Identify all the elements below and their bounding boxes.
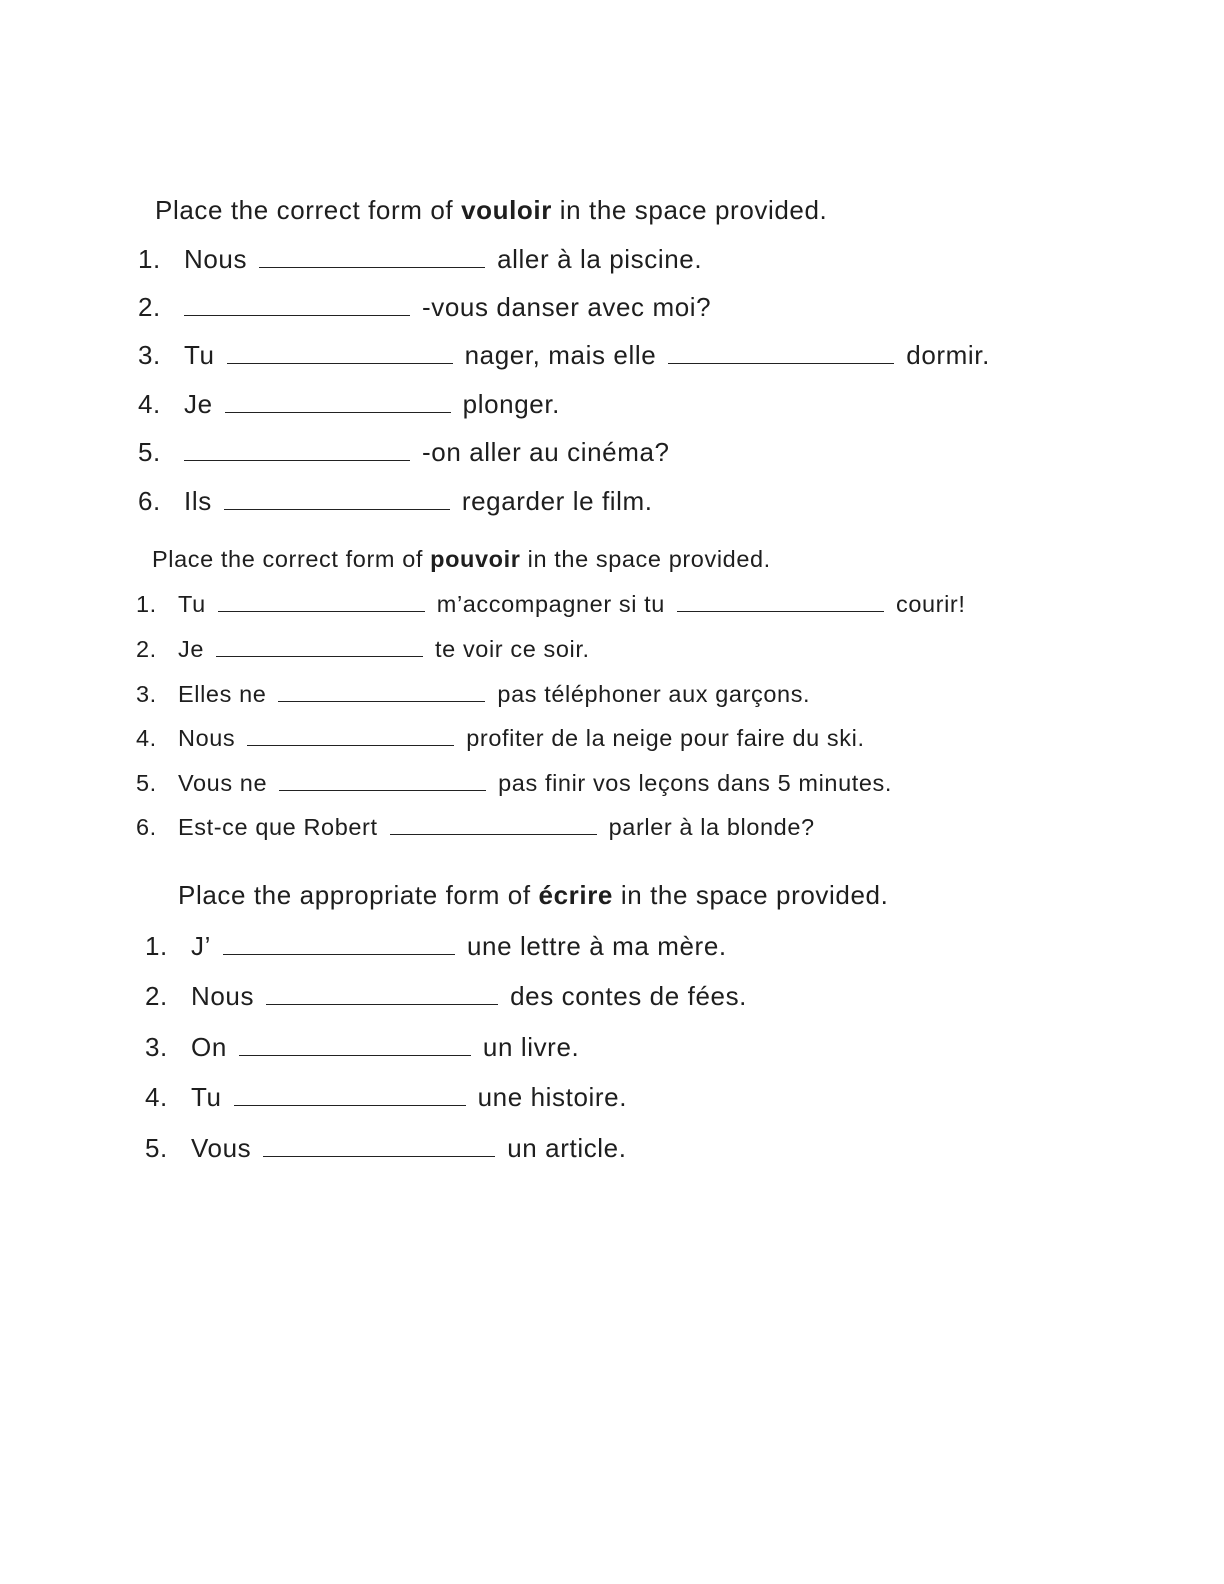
answer-blank[interactable] <box>390 833 597 835</box>
exercise-item <box>138 437 670 468</box>
item-text: plonger. <box>462 389 560 419</box>
item-text: -vous danser avec moi? <box>422 292 712 322</box>
item-text: Nous <box>178 725 236 751</box>
item-text: Je <box>178 636 205 662</box>
item-text: Vous ne <box>178 770 268 796</box>
exercise-item <box>145 1133 627 1164</box>
item-number: 6. <box>136 814 157 840</box>
exercise-item <box>136 591 965 618</box>
item-number: 4. <box>145 1082 168 1112</box>
item-text: Ils <box>184 486 212 516</box>
item-text: parler à la blonde? <box>608 814 815 840</box>
item-number: 3. <box>138 340 161 370</box>
exercise-item <box>138 389 560 420</box>
exercise-item <box>138 486 653 517</box>
exercise-item <box>145 931 727 962</box>
exercise-item <box>145 981 747 1012</box>
exercise-item <box>145 1032 579 1063</box>
verb: vouloir <box>461 195 552 225</box>
verb: écrire <box>538 880 613 910</box>
item-text: pas finir vos leçons dans 5 minutes. <box>498 770 893 796</box>
item-text: Je <box>184 389 213 419</box>
item-number: 2. <box>138 292 161 322</box>
item-number: 6. <box>138 486 161 516</box>
item-number: 1. <box>136 591 157 617</box>
answer-blank[interactable] <box>247 744 454 746</box>
exercise-item <box>136 681 810 708</box>
item-text: nager, mais elle <box>464 340 657 370</box>
answer-blank[interactable] <box>259 266 485 268</box>
answer-blank[interactable] <box>216 655 423 657</box>
instruction-text: in the space provided. <box>620 880 889 910</box>
exercise-item <box>138 340 990 371</box>
item-text: Elles ne <box>178 681 267 707</box>
item-text: un article. <box>507 1133 627 1163</box>
item-number: 1. <box>145 931 168 961</box>
item-text: aller à la piscine. <box>497 244 703 274</box>
item-number: 4. <box>138 389 161 419</box>
item-number: 3. <box>145 1032 168 1062</box>
item-number: 1. <box>138 244 161 274</box>
instruction-text: Place the correct form of <box>155 195 454 225</box>
answer-blank[interactable] <box>234 1104 466 1106</box>
item-text: pas téléphoner aux garçons. <box>497 681 811 707</box>
item-text: un livre. <box>482 1032 580 1062</box>
item-text: Tu <box>178 591 206 617</box>
exercise-item <box>136 636 590 663</box>
section-instruction <box>152 546 771 573</box>
item-number: 3. <box>136 681 157 707</box>
answer-blank[interactable] <box>223 953 455 955</box>
item-text: J’ <box>191 931 211 961</box>
item-text: te voir ce soir. <box>435 636 590 662</box>
item-number: 2. <box>145 981 168 1011</box>
answer-blank[interactable] <box>279 789 486 791</box>
item-text: m’accompagner si tu <box>436 591 665 617</box>
exercise-item <box>136 814 815 841</box>
instruction-text: Place the correct form of <box>152 546 423 572</box>
item-text: Vous <box>191 1133 252 1163</box>
answer-blank[interactable] <box>218 610 425 612</box>
item-number: 5. <box>136 770 157 796</box>
section-instruction <box>178 880 888 911</box>
item-text: regarder le film. <box>461 486 653 516</box>
answer-blank[interactable] <box>224 508 450 510</box>
item-number: 4. <box>136 725 157 751</box>
item-text: Nous <box>191 981 255 1011</box>
item-text: profiter de la neige pour faire du ski. <box>466 725 865 751</box>
instruction-text: in the space provided. <box>527 546 771 572</box>
instruction-text: in the space provided. <box>559 195 828 225</box>
item-text: -on aller au cinéma? <box>422 437 670 467</box>
answer-blank[interactable] <box>225 411 451 413</box>
item-text: des contes de fées. <box>510 981 747 1011</box>
item-text: courir! <box>895 591 966 617</box>
item-text: Est-ce que Robert <box>178 814 378 840</box>
item-number: 5. <box>145 1133 168 1163</box>
answer-blank[interactable] <box>677 610 884 612</box>
item-text: une histoire. <box>477 1082 628 1112</box>
section-instruction <box>155 195 827 226</box>
item-text: Nous <box>184 244 248 274</box>
answer-blank[interactable] <box>184 314 410 316</box>
exercise-item <box>136 770 892 797</box>
answer-blank[interactable] <box>266 1003 498 1005</box>
item-number: 2. <box>136 636 157 662</box>
exercise-item <box>136 725 865 752</box>
item-text: une lettre à ma mère. <box>466 931 727 961</box>
instruction-text: Place the appropriate form of <box>178 880 531 910</box>
answer-blank[interactable] <box>239 1054 471 1056</box>
item-number: 5. <box>138 437 161 467</box>
answer-blank[interactable] <box>263 1155 495 1157</box>
item-text: dormir. <box>906 340 990 370</box>
item-text: Tu <box>184 340 215 370</box>
answer-blank[interactable] <box>668 362 894 364</box>
answer-blank[interactable] <box>227 362 453 364</box>
item-text: On <box>191 1032 227 1062</box>
exercise-item <box>145 1082 627 1113</box>
exercise-item <box>138 244 702 275</box>
verb: pouvoir <box>430 546 521 572</box>
exercise-item <box>138 292 711 323</box>
answer-blank[interactable] <box>278 700 485 702</box>
item-text: Tu <box>191 1082 222 1112</box>
answer-blank[interactable] <box>184 459 410 461</box>
